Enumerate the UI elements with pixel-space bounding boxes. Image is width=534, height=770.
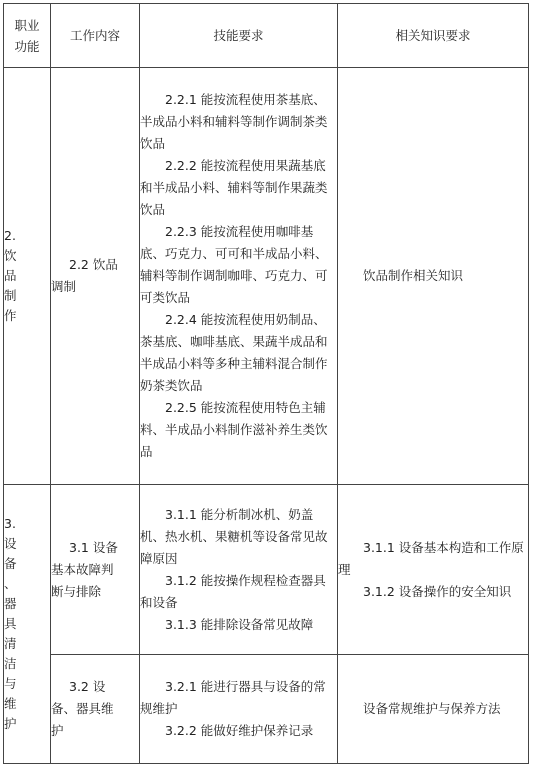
table-row <box>4 655 529 764</box>
content-cell-3-1: 3.1 设备 基本故障判 断与排除 <box>51 485 140 655</box>
header-content: 工作内容 <box>51 4 140 68</box>
skill-item: 3.2.2 能做好维护保养记录 <box>165 723 314 738</box>
header-function <box>4 4 51 68</box>
knowledge-cell-3-2: 设备常规维护与保养方法 <box>338 655 529 764</box>
table-row <box>4 68 529 485</box>
skills-table <box>3 3 529 764</box>
header-function-line2: 功能 <box>14 38 40 54</box>
content-cell-3-2: 3.2 设 备、器具维 护 <box>51 655 140 764</box>
skill-item: 2.2.2 能按流程使用果蔬基底和半成品小料、辅料等制作果蔬类饮品 <box>140 158 328 217</box>
knowledge-cell-3-1: 3.1.1 设备基本构造和工作原理 3.1.2 设备操作的安全知识 <box>338 485 529 655</box>
header-function-line1: 职业 <box>14 17 40 33</box>
table-header-row <box>4 4 529 68</box>
table-row <box>4 485 529 655</box>
header-skills: 技能要求 <box>140 4 338 68</box>
skill-item: 3.1.1 能分析制冰机、奶盖机、热水机、果糖机等设备常见故障原因 <box>140 506 328 566</box>
skill-item: 2.2.4 能按流程使用奶制品、茶基底、咖啡基底、果蔬半成品和半成品小料等多种主辅料混合制作奶茶类饮品 <box>140 312 328 393</box>
header-knowledge: 相关知识要求 <box>338 4 529 68</box>
skill-item: 3.1.3 能排除设备常见故障 <box>165 616 314 632</box>
content-cell-2-2: 2.2 饮品 调制 <box>51 68 140 485</box>
skills-cell-3-2 <box>140 655 338 764</box>
skill-item: 2.2.1 能按流程使用茶基底、半成品小料和辅料等制作调制茶类饮品 <box>140 92 328 151</box>
skill-item: 3.1.2 能按操作规程检查器具和设备 <box>140 572 326 610</box>
skills-cell-2-2 <box>140 68 338 485</box>
skill-item: 2.2.3 能按流程使用咖啡基底、巧克力、可可和半成品小料、辅料等制作调制咖啡、巧克力、可可类饮品 <box>140 224 328 305</box>
knowledge-cell-2-2: 饮品制作相关知识 <box>338 68 529 485</box>
skill-item: 2.2.5 能按流程使用特色主辅料、半成品小料制作滋补养生类饮品 <box>140 400 328 459</box>
function-cell-3: 3. 设 备 、 器 具 清 洁 与 维 护 <box>4 485 51 764</box>
function-cell-2: 2. 饮 品 制 作 <box>4 68 51 485</box>
skills-cell-3-1 <box>140 485 338 655</box>
skill-item: 3.2.1 能进行器具与设备的常规维护 <box>140 679 326 716</box>
